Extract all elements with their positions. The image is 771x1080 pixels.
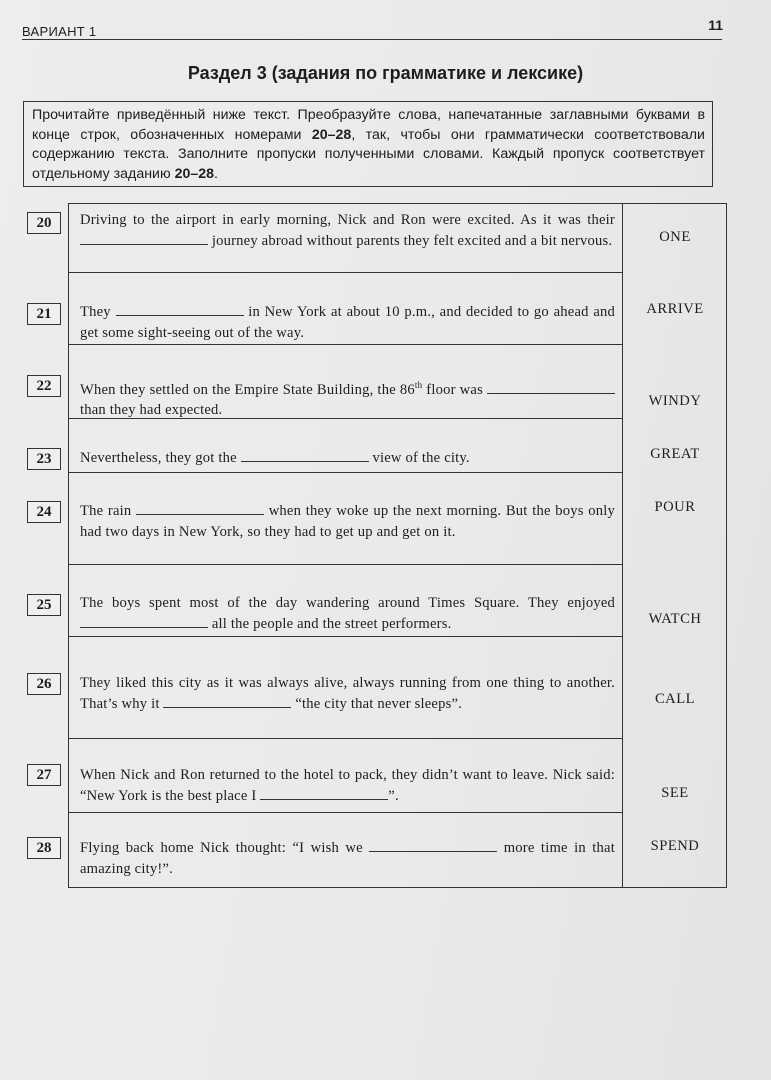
task-20-text-after: journey abroad without parents they felt excited and a bit nervous. — [211, 232, 613, 249]
page-number: 11 — [708, 17, 723, 33]
task-number-26: 26 — [27, 673, 61, 695]
header-rule — [22, 39, 722, 40]
task-text-24 — [80, 501, 615, 542]
instructions-range-1: 20–28 — [311, 126, 352, 143]
task-text-21 — [80, 302, 615, 343]
task-24-text-before: The rain — [80, 503, 132, 519]
task-22-text-before: When they settled on the Empire State Building, the 86 — [80, 381, 415, 398]
answer-blank-27[interactable] — [260, 788, 388, 800]
task-23-text-after: view of the city. — [372, 450, 470, 466]
keyword-23: GREAT — [650, 446, 700, 462]
task-26-text-after: “the city that never sleeps”. — [295, 695, 463, 712]
instructions-box — [23, 101, 713, 187]
instructions-text-1: Прочитайте приведённый ниже текст. Преобразуйте слова, напечатанные заглавными буквами в конце строк, обозначенных номерами — [32, 107, 705, 143]
row-divider — [68, 472, 623, 473]
instructions-text-3: . — [214, 165, 218, 182]
task-text-27 — [80, 765, 615, 806]
row-divider — [68, 344, 623, 345]
task-number-20: 20 — [27, 212, 61, 234]
task-20-text-before: Driving to the airport in early morning, Nick and Ron were excited. As it was their — [80, 212, 615, 228]
answer-blank-24[interactable] — [136, 503, 264, 515]
variant-label: ВАРИАНТ 1 — [22, 24, 97, 39]
keyword-column-divider — [622, 203, 623, 888]
keyword-24: POUR — [654, 499, 696, 515]
task-28-text-before: Flying back home Nick thought: “I wish we — [80, 840, 363, 856]
task-text-28 — [80, 838, 615, 879]
keyword-26: CALL — [654, 691, 696, 707]
task-number-25: 25 — [27, 594, 61, 616]
row-divider — [68, 636, 623, 637]
keyword-27: SEE — [661, 785, 689, 801]
task-28-text-after: more time in that amazing city!”. — [80, 840, 615, 877]
task-number-23: 23 — [27, 448, 61, 470]
row-divider — [68, 812, 623, 813]
keyword-20: ONE — [659, 229, 691, 245]
section-title: Раздел 3 (задания по грамматике и лексике) — [187, 63, 584, 83]
task-text-25 — [80, 593, 615, 634]
row-divider — [68, 272, 623, 273]
keyword-22: WINDY — [648, 393, 702, 409]
instructions-text-2: , так, чтобы они грамматически соответствовали содержанию текста. Заполните пропуски полученными словами. Каждый пропуск соответствует отдельному заданию — [32, 126, 705, 182]
task-text-23 — [80, 448, 615, 469]
task-21-text-before: They — [80, 304, 111, 320]
task-24-text-after: when they woke up the next morning. But the boys only had two days in New York, so they had to get up and get on it. — [80, 503, 615, 540]
task-number-27: 27 — [27, 764, 61, 786]
task-25-text-after: all the people and the street performers. — [211, 615, 452, 632]
task-22-text-after: than they had expected. — [80, 402, 223, 419]
task-22-superscript: th — [414, 380, 423, 390]
task-23-text-before: Nevertheless, they got the — [80, 450, 237, 466]
answer-blank-22[interactable] — [487, 382, 615, 394]
answer-blank-26[interactable] — [163, 696, 291, 708]
answer-blank-25[interactable] — [80, 616, 208, 628]
task-number-22: 22 — [27, 375, 61, 397]
task-26-text-before: They liked this city as it was always alive, always running from one thing to another. That’s why it — [80, 675, 615, 712]
task-25-text-before: The boys spent most of the day wandering around Times Square. They enjoyed — [80, 595, 615, 611]
task-text-20 — [80, 210, 615, 251]
keyword-25: WATCH — [648, 611, 702, 627]
answer-blank-23[interactable] — [241, 450, 369, 462]
answer-blank-20[interactable] — [80, 233, 208, 245]
row-divider — [68, 564, 623, 565]
keyword-28: SPEND — [650, 838, 700, 854]
row-divider — [68, 738, 623, 739]
task-22-text-mid: floor was — [422, 381, 483, 398]
task-21-text-after: in New York at about 10 p.m., and decided to go ahead and get some sight-seeing out of the way. — [80, 304, 615, 341]
task-27-text-before: When Nick and Ron returned to the hotel to pack, they didn’t want to leave. Nick said: “New York is the best place I — [80, 767, 615, 804]
task-number-21: 21 — [27, 303, 61, 325]
task-number-28: 28 — [27, 837, 61, 859]
task-number-24: 24 — [27, 501, 61, 523]
task-text-22 — [80, 375, 615, 421]
instructions-range-2: 20–28 — [174, 165, 215, 182]
answer-blank-28[interactable] — [369, 840, 497, 852]
task-text-26 — [80, 673, 615, 714]
keyword-21: ARRIVE — [646, 301, 704, 317]
answer-blank-21[interactable] — [116, 304, 244, 316]
task-27-text-after: ”. — [388, 787, 399, 804]
